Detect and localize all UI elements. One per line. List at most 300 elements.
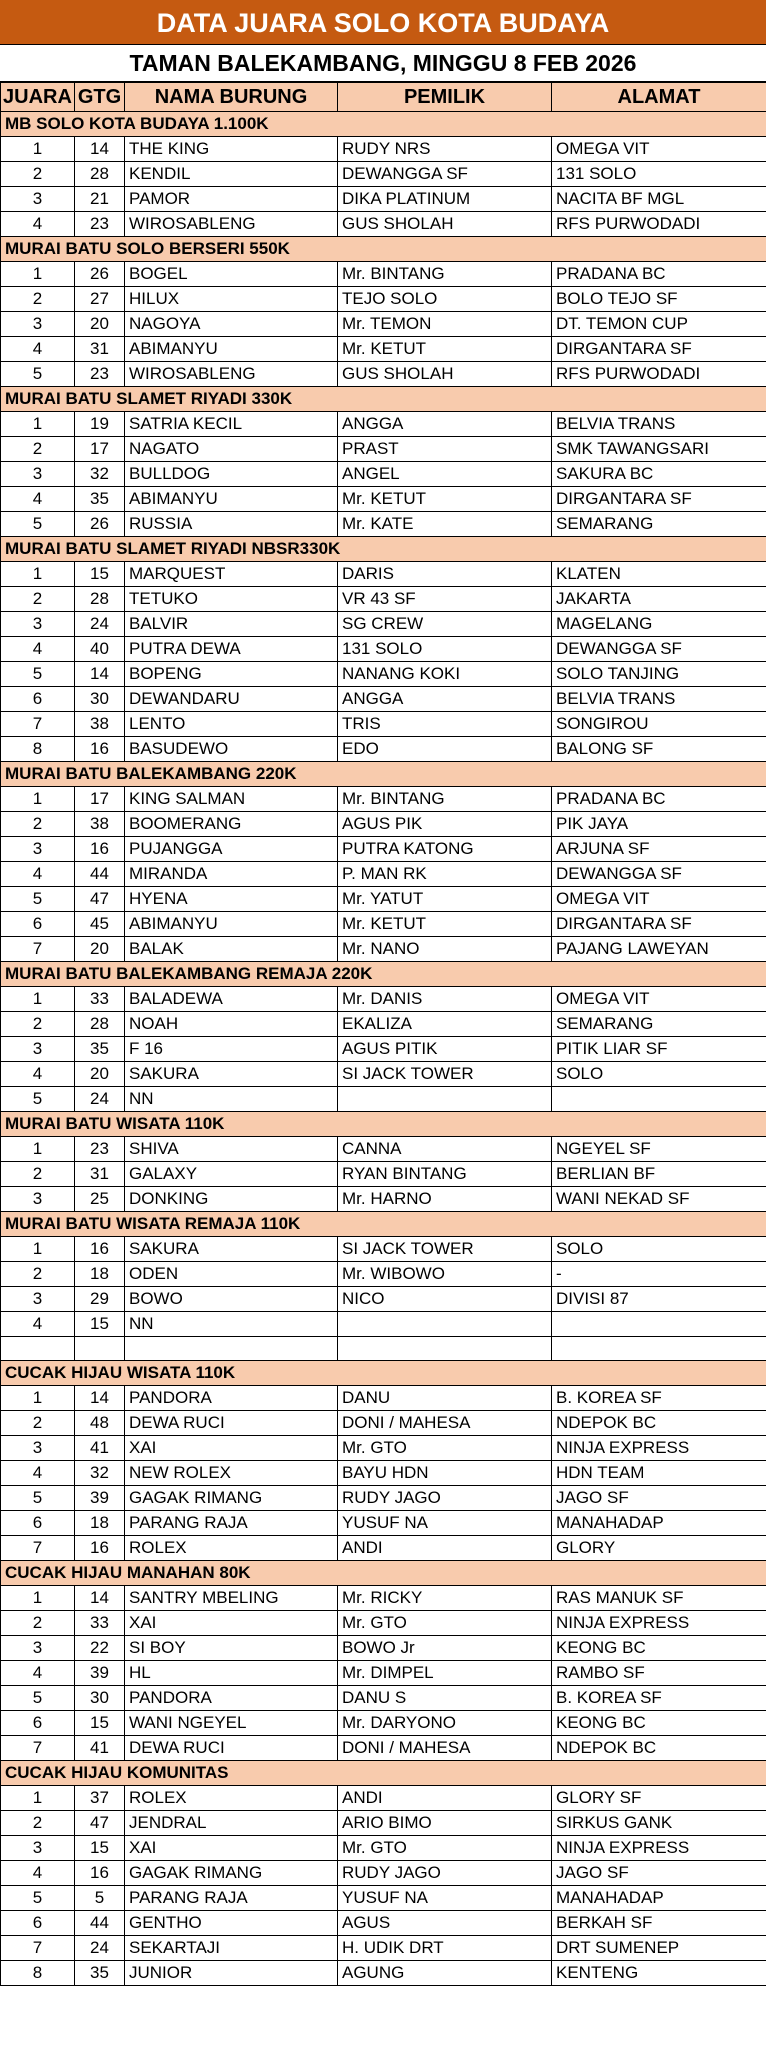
gtg-cell: 38: [75, 712, 125, 737]
table-row: [1, 187, 766, 212]
section-title: MURAI BATU WISATA 110K: [1, 1112, 766, 1137]
gtg-cell: 16: [75, 1861, 125, 1886]
owner-cell: Mr. KETUT: [338, 912, 552, 937]
gtg-cell: 47: [75, 887, 125, 912]
bird-name-cell: ABIMANYU: [125, 337, 338, 362]
gtg-cell: 23: [75, 362, 125, 387]
owner-cell: P. MAN RK: [338, 862, 552, 887]
gtg-cell: 41: [75, 1436, 125, 1461]
juara-cell: 3: [1, 312, 75, 337]
section-header-row: [1, 112, 766, 137]
section-title: MURAI BATU WISATA REMAJA 110K: [1, 1212, 766, 1237]
juara-cell: 5: [1, 1087, 75, 1112]
juara-cell: 3: [1, 1037, 75, 1062]
juara-cell: 4: [1, 337, 75, 362]
gtg-cell: 44: [75, 1911, 125, 1936]
juara-cell: 4: [1, 487, 75, 512]
juara-cell: 3: [1, 187, 75, 212]
address-cell: OMEGA VIT: [552, 987, 766, 1012]
gtg-cell: 44: [75, 862, 125, 887]
bird-name-cell: JENDRAL: [125, 1811, 338, 1836]
gtg-cell: 47: [75, 1811, 125, 1836]
owner-cell: RUDY JAGO: [338, 1486, 552, 1511]
gtg-cell: 16: [75, 837, 125, 862]
juara-cell: 2: [1, 1162, 75, 1187]
juara-cell: 6: [1, 1711, 75, 1736]
page-title: DATA JUARA SOLO KOTA BUDAYA: [0, 0, 766, 45]
owner-cell: Mr. GTO: [338, 1611, 552, 1636]
address-cell: B. KOREA SF: [552, 1386, 766, 1411]
table-row: [1, 862, 766, 887]
juara-cell: 5: [1, 1486, 75, 1511]
owner-cell: SG CREW: [338, 612, 552, 637]
address-cell: WANI NEKAD SF: [552, 1187, 766, 1212]
owner-cell: BOWO Jr: [338, 1636, 552, 1661]
gtg-cell: 5: [75, 1886, 125, 1911]
owner-cell: ANGGA: [338, 412, 552, 437]
table-row: [1, 1037, 766, 1062]
gtg-cell: 26: [75, 512, 125, 537]
gtg-cell: 48: [75, 1411, 125, 1436]
table-row: [1, 362, 766, 387]
address-cell: NINJA EXPRESS: [552, 1836, 766, 1861]
bird-name-cell: SI BOY: [125, 1636, 338, 1661]
section-title: MURAI BATU SOLO BERSERI 550K: [1, 237, 766, 262]
owner-cell: RUDY NRS: [338, 137, 552, 162]
table-row: [1, 1636, 766, 1661]
bird-name-cell: NN: [125, 1087, 338, 1112]
section-header-row: [1, 1361, 766, 1386]
gtg-cell: 15: [75, 562, 125, 587]
table-row: [1, 1262, 766, 1287]
col-header-pemilik: PEMILIK: [338, 83, 552, 112]
bird-name-cell: SAKURA: [125, 1062, 338, 1087]
juara-cell: 5: [1, 1686, 75, 1711]
owner-cell: EKALIZA: [338, 1012, 552, 1037]
address-cell: KEONG BC: [552, 1636, 766, 1661]
gtg-cell: 32: [75, 1461, 125, 1486]
bird-name-cell: BASUDEWO: [125, 737, 338, 762]
bird-name-cell: HYENA: [125, 887, 338, 912]
owner-cell: DIKA PLATINUM: [338, 187, 552, 212]
owner-cell: SI JACK TOWER: [338, 1237, 552, 1262]
owner-cell: Mr. BINTANG: [338, 787, 552, 812]
address-cell: OMEGA VIT: [552, 887, 766, 912]
address-cell: ARJUNA SF: [552, 837, 766, 862]
table-row: [1, 1611, 766, 1636]
gtg-cell: 29: [75, 1287, 125, 1312]
owner-cell: TRIS: [338, 712, 552, 737]
address-cell: SMK TAWANGSARI: [552, 437, 766, 462]
section-header-row: [1, 962, 766, 987]
gtg-cell: 18: [75, 1511, 125, 1536]
address-cell: SONGIROU: [552, 712, 766, 737]
section-header-row: [1, 237, 766, 262]
address-cell: [552, 1337, 766, 1361]
table-row: [1, 162, 766, 187]
table-row: [1, 1686, 766, 1711]
address-cell: RAS MANUK SF: [552, 1586, 766, 1611]
bird-name-cell: GALAXY: [125, 1162, 338, 1187]
juara-cell: 3: [1, 462, 75, 487]
table-row: [1, 687, 766, 712]
section-title: CUCAK HIJAU WISATA 110K: [1, 1361, 766, 1386]
owner-cell: ARIO BIMO: [338, 1811, 552, 1836]
address-cell: -: [552, 1262, 766, 1287]
bird-name-cell: ODEN: [125, 1262, 338, 1287]
bird-name-cell: SANTRY MBELING: [125, 1586, 338, 1611]
owner-cell: BAYU HDN: [338, 1461, 552, 1486]
address-cell: NDEPOK BC: [552, 1736, 766, 1761]
table-row: [1, 1886, 766, 1911]
table-row: [1, 1836, 766, 1861]
bird-name-cell: BOWO: [125, 1287, 338, 1312]
address-cell: NDEPOK BC: [552, 1411, 766, 1436]
bird-name-cell: GENTHO: [125, 1911, 338, 1936]
bird-name-cell: ABIMANYU: [125, 487, 338, 512]
owner-cell: Mr. YATUT: [338, 887, 552, 912]
table-row: [1, 1162, 766, 1187]
col-header-gtg: GTG: [75, 83, 125, 112]
juara-cell: 4: [1, 1661, 75, 1686]
address-cell: NGEYEL SF: [552, 1137, 766, 1162]
gtg-cell: 38: [75, 812, 125, 837]
juara-cell: 3: [1, 612, 75, 637]
col-header-juara: JUARA: [1, 83, 75, 112]
owner-cell: PUTRA KATONG: [338, 837, 552, 862]
juara-cell: 7: [1, 712, 75, 737]
owner-cell: RYAN BINTANG: [338, 1162, 552, 1187]
section-header-row: [1, 1212, 766, 1237]
table-row: [1, 337, 766, 362]
table-row: [1, 1936, 766, 1961]
table-row: [1, 412, 766, 437]
bird-name-cell: F 16: [125, 1037, 338, 1062]
owner-cell: Mr. DARYONO: [338, 1711, 552, 1736]
owner-cell: ANDI: [338, 1786, 552, 1811]
table-row: [1, 812, 766, 837]
bird-name-cell: BOPENG: [125, 662, 338, 687]
owner-cell: DONI / MAHESA: [338, 1736, 552, 1761]
juara-cell: 2: [1, 162, 75, 187]
address-cell: DEWANGGA SF: [552, 862, 766, 887]
juara-cell: 6: [1, 1911, 75, 1936]
owner-cell: Mr. RICKY: [338, 1586, 552, 1611]
address-cell: MAGELANG: [552, 612, 766, 637]
owner-cell: Mr. TEMON: [338, 312, 552, 337]
bird-name-cell: MARQUEST: [125, 562, 338, 587]
address-cell: RAMBO SF: [552, 1661, 766, 1686]
table-row: [1, 1486, 766, 1511]
owner-cell: Mr. DIMPEL: [338, 1661, 552, 1686]
gtg-cell: 17: [75, 437, 125, 462]
table-row: [1, 212, 766, 237]
address-cell: MANAHADAP: [552, 1511, 766, 1536]
bird-name-cell: BALVIR: [125, 612, 338, 637]
table-row: [1, 437, 766, 462]
address-cell: JAGO SF: [552, 1861, 766, 1886]
table-row: [1, 1436, 766, 1461]
address-cell: BALONG SF: [552, 737, 766, 762]
gtg-cell: 14: [75, 662, 125, 687]
owner-cell: [338, 1312, 552, 1337]
bird-name-cell: DEWANDARU: [125, 687, 338, 712]
gtg-cell: 28: [75, 162, 125, 187]
owner-cell: DANU: [338, 1386, 552, 1411]
table-row: [1, 1337, 766, 1361]
address-cell: RFS PURWODADI: [552, 212, 766, 237]
juara-cell: 3: [1, 837, 75, 862]
gtg-cell: [75, 1337, 125, 1361]
page-subtitle: TAMAN BALEKAMBANG, MINGGU 8 FEB 2026: [0, 45, 766, 82]
address-cell: PAJANG LAWEYAN: [552, 937, 766, 962]
bird-name-cell: GAGAK RIMANG: [125, 1861, 338, 1886]
gtg-cell: 25: [75, 1187, 125, 1212]
bird-name-cell: XAI: [125, 1436, 338, 1461]
gtg-cell: 24: [75, 1087, 125, 1112]
owner-cell: DEWANGGA SF: [338, 162, 552, 187]
section-header-row: [1, 537, 766, 562]
gtg-cell: 24: [75, 612, 125, 637]
owner-cell: NANANG KOKI: [338, 662, 552, 687]
bird-name-cell: HL: [125, 1661, 338, 1686]
table-row: [1, 912, 766, 937]
section-header-row: [1, 387, 766, 412]
address-cell: NINJA EXPRESS: [552, 1611, 766, 1636]
bird-name-cell: KENDIL: [125, 162, 338, 187]
owner-cell: Mr. KATE: [338, 512, 552, 537]
gtg-cell: 23: [75, 212, 125, 237]
juara-cell: 1: [1, 412, 75, 437]
gtg-cell: 33: [75, 987, 125, 1012]
juara-cell: 3: [1, 1636, 75, 1661]
gtg-cell: 31: [75, 1162, 125, 1187]
juara-cell: 7: [1, 1536, 75, 1561]
gtg-cell: 15: [75, 1711, 125, 1736]
gtg-cell: 20: [75, 937, 125, 962]
owner-cell: NICO: [338, 1287, 552, 1312]
address-cell: 131 SOLO: [552, 162, 766, 187]
owner-cell: ANDI: [338, 1536, 552, 1561]
owner-cell: TEJO SOLO: [338, 287, 552, 312]
table-row: [1, 587, 766, 612]
owner-cell: GUS SHOLAH: [338, 212, 552, 237]
address-cell: SOLO: [552, 1237, 766, 1262]
owner-cell: PRAST: [338, 437, 552, 462]
gtg-cell: 15: [75, 1312, 125, 1337]
gtg-cell: 30: [75, 687, 125, 712]
bird-name-cell: KING SALMAN: [125, 787, 338, 812]
juara-cell: 5: [1, 362, 75, 387]
gtg-cell: 15: [75, 1836, 125, 1861]
bird-name-cell: XAI: [125, 1611, 338, 1636]
owner-cell: [338, 1337, 552, 1361]
gtg-cell: 35: [75, 1037, 125, 1062]
owner-cell: RUDY JAGO: [338, 1861, 552, 1886]
bird-name-cell: DONKING: [125, 1187, 338, 1212]
address-cell: GLORY SF: [552, 1786, 766, 1811]
table-row: [1, 1062, 766, 1087]
juara-cell: 1: [1, 1586, 75, 1611]
table-row: [1, 1786, 766, 1811]
owner-cell: AGUS: [338, 1911, 552, 1936]
address-cell: NACITA BF MGL: [552, 187, 766, 212]
table-row: [1, 137, 766, 162]
address-cell: RFS PURWODADI: [552, 362, 766, 387]
juara-cell: 1: [1, 1386, 75, 1411]
bird-name-cell: BALAK: [125, 937, 338, 962]
owner-cell: Mr. DANIS: [338, 987, 552, 1012]
address-cell: BELVIA TRANS: [552, 412, 766, 437]
bird-name-cell: NEW ROLEX: [125, 1461, 338, 1486]
table-row: [1, 1461, 766, 1486]
owner-cell: Mr. HARNO: [338, 1187, 552, 1212]
table-row: [1, 887, 766, 912]
address-cell: SIRKUS GANK: [552, 1811, 766, 1836]
gtg-cell: 35: [75, 487, 125, 512]
gtg-cell: 16: [75, 737, 125, 762]
section-header-row: [1, 1112, 766, 1137]
address-cell: OMEGA VIT: [552, 137, 766, 162]
owner-cell: DONI / MAHESA: [338, 1411, 552, 1436]
juara-cell: 4: [1, 637, 75, 662]
juara-cell: 3: [1, 1287, 75, 1312]
address-cell: DIRGANTARA SF: [552, 337, 766, 362]
juara-cell: 8: [1, 1961, 75, 1986]
owner-cell: H. UDIK DRT: [338, 1936, 552, 1961]
bird-name-cell: [125, 1337, 338, 1361]
table-row: [1, 487, 766, 512]
table-row: [1, 987, 766, 1012]
gtg-cell: 39: [75, 1661, 125, 1686]
juara-cell: 2: [1, 1411, 75, 1436]
bird-name-cell: ABIMANYU: [125, 912, 338, 937]
juara-cell: 6: [1, 1511, 75, 1536]
juara-cell: 1: [1, 1137, 75, 1162]
owner-cell: [338, 1087, 552, 1112]
bird-name-cell: LENTO: [125, 712, 338, 737]
bird-name-cell: BOOMERANG: [125, 812, 338, 837]
juara-cell: 2: [1, 812, 75, 837]
gtg-cell: 22: [75, 1636, 125, 1661]
table-row: [1, 1711, 766, 1736]
juara-cell: 4: [1, 1062, 75, 1087]
address-cell: DRT SUMENEP: [552, 1936, 766, 1961]
bird-name-cell: SATRIA KECIL: [125, 412, 338, 437]
address-cell: JAKARTA: [552, 587, 766, 612]
juara-cell: 2: [1, 287, 75, 312]
table-row: [1, 837, 766, 862]
bird-name-cell: NAGOYA: [125, 312, 338, 337]
bird-name-cell: NN: [125, 1312, 338, 1337]
section-header-row: [1, 1561, 766, 1586]
gtg-cell: 40: [75, 637, 125, 662]
address-cell: [552, 1312, 766, 1337]
juara-cell: 3: [1, 1436, 75, 1461]
owner-cell: GUS SHOLAH: [338, 362, 552, 387]
gtg-cell: 28: [75, 1012, 125, 1037]
table-row: [1, 312, 766, 337]
owner-cell: Mr. GTO: [338, 1836, 552, 1861]
address-cell: SOLO: [552, 1062, 766, 1087]
juara-cell: [1, 1337, 75, 1361]
juara-cell: 2: [1, 1012, 75, 1037]
table-row: [1, 1312, 766, 1337]
bird-name-cell: BULLDOG: [125, 462, 338, 487]
juara-cell: 6: [1, 912, 75, 937]
owner-cell: Mr. WIBOWO: [338, 1262, 552, 1287]
table-row: [1, 1536, 766, 1561]
section-title: MB SOLO KOTA BUDAYA 1.100K: [1, 112, 766, 137]
address-cell: SOLO TANJING: [552, 662, 766, 687]
bird-name-cell: THE KING: [125, 137, 338, 162]
bird-name-cell: PARANG RAJA: [125, 1886, 338, 1911]
bird-name-cell: BOGEL: [125, 262, 338, 287]
section-title: CUCAK HIJAU MANAHAN 80K: [1, 1561, 766, 1586]
bird-name-cell: ROLEX: [125, 1786, 338, 1811]
table-row: [1, 1087, 766, 1112]
table-row: [1, 937, 766, 962]
bird-name-cell: RUSSIA: [125, 512, 338, 537]
table-row: [1, 1861, 766, 1886]
address-cell: SEMARANG: [552, 512, 766, 537]
table-row: [1, 612, 766, 637]
bird-name-cell: JUNIOR: [125, 1961, 338, 1986]
address-cell: KENTENG: [552, 1961, 766, 1986]
table-row: [1, 787, 766, 812]
address-cell: [552, 1087, 766, 1112]
juara-cell: 2: [1, 437, 75, 462]
gtg-cell: 14: [75, 1386, 125, 1411]
gtg-cell: 30: [75, 1686, 125, 1711]
juara-cell: 4: [1, 1312, 75, 1337]
bird-name-cell: TETUKO: [125, 587, 338, 612]
juara-cell: 5: [1, 1886, 75, 1911]
table-row: [1, 462, 766, 487]
juara-cell: 1: [1, 262, 75, 287]
bird-name-cell: SHIVA: [125, 1137, 338, 1162]
table-row: [1, 1386, 766, 1411]
gtg-cell: 21: [75, 187, 125, 212]
address-cell: GLORY: [552, 1536, 766, 1561]
gtg-cell: 39: [75, 1486, 125, 1511]
col-header-nama-burung: NAMA BURUNG: [125, 83, 338, 112]
juara-cell: 4: [1, 1461, 75, 1486]
bird-name-cell: NAGATO: [125, 437, 338, 462]
juara-cell: 1: [1, 137, 75, 162]
juara-cell: 7: [1, 1936, 75, 1961]
owner-cell: DANU S: [338, 1686, 552, 1711]
gtg-cell: 23: [75, 1137, 125, 1162]
gtg-cell: 45: [75, 912, 125, 937]
owner-cell: ANGEL: [338, 462, 552, 487]
address-cell: DIRGANTARA SF: [552, 912, 766, 937]
owner-cell: Mr. GTO: [338, 1436, 552, 1461]
gtg-cell: 33: [75, 1611, 125, 1636]
bird-name-cell: SEKARTAJI: [125, 1936, 338, 1961]
table-row: [1, 1511, 766, 1536]
juara-cell: 7: [1, 937, 75, 962]
juara-cell: 1: [1, 562, 75, 587]
bird-name-cell: PANDORA: [125, 1686, 338, 1711]
section-title: CUCAK HIJAU KOMUNITAS: [1, 1761, 766, 1786]
juara-cell: 3: [1, 1836, 75, 1861]
address-cell: DIRGANTARA SF: [552, 487, 766, 512]
gtg-cell: 20: [75, 312, 125, 337]
table-row: [1, 737, 766, 762]
bird-name-cell: DEWA RUCI: [125, 1411, 338, 1436]
owner-cell: YUSUF NA: [338, 1511, 552, 1536]
